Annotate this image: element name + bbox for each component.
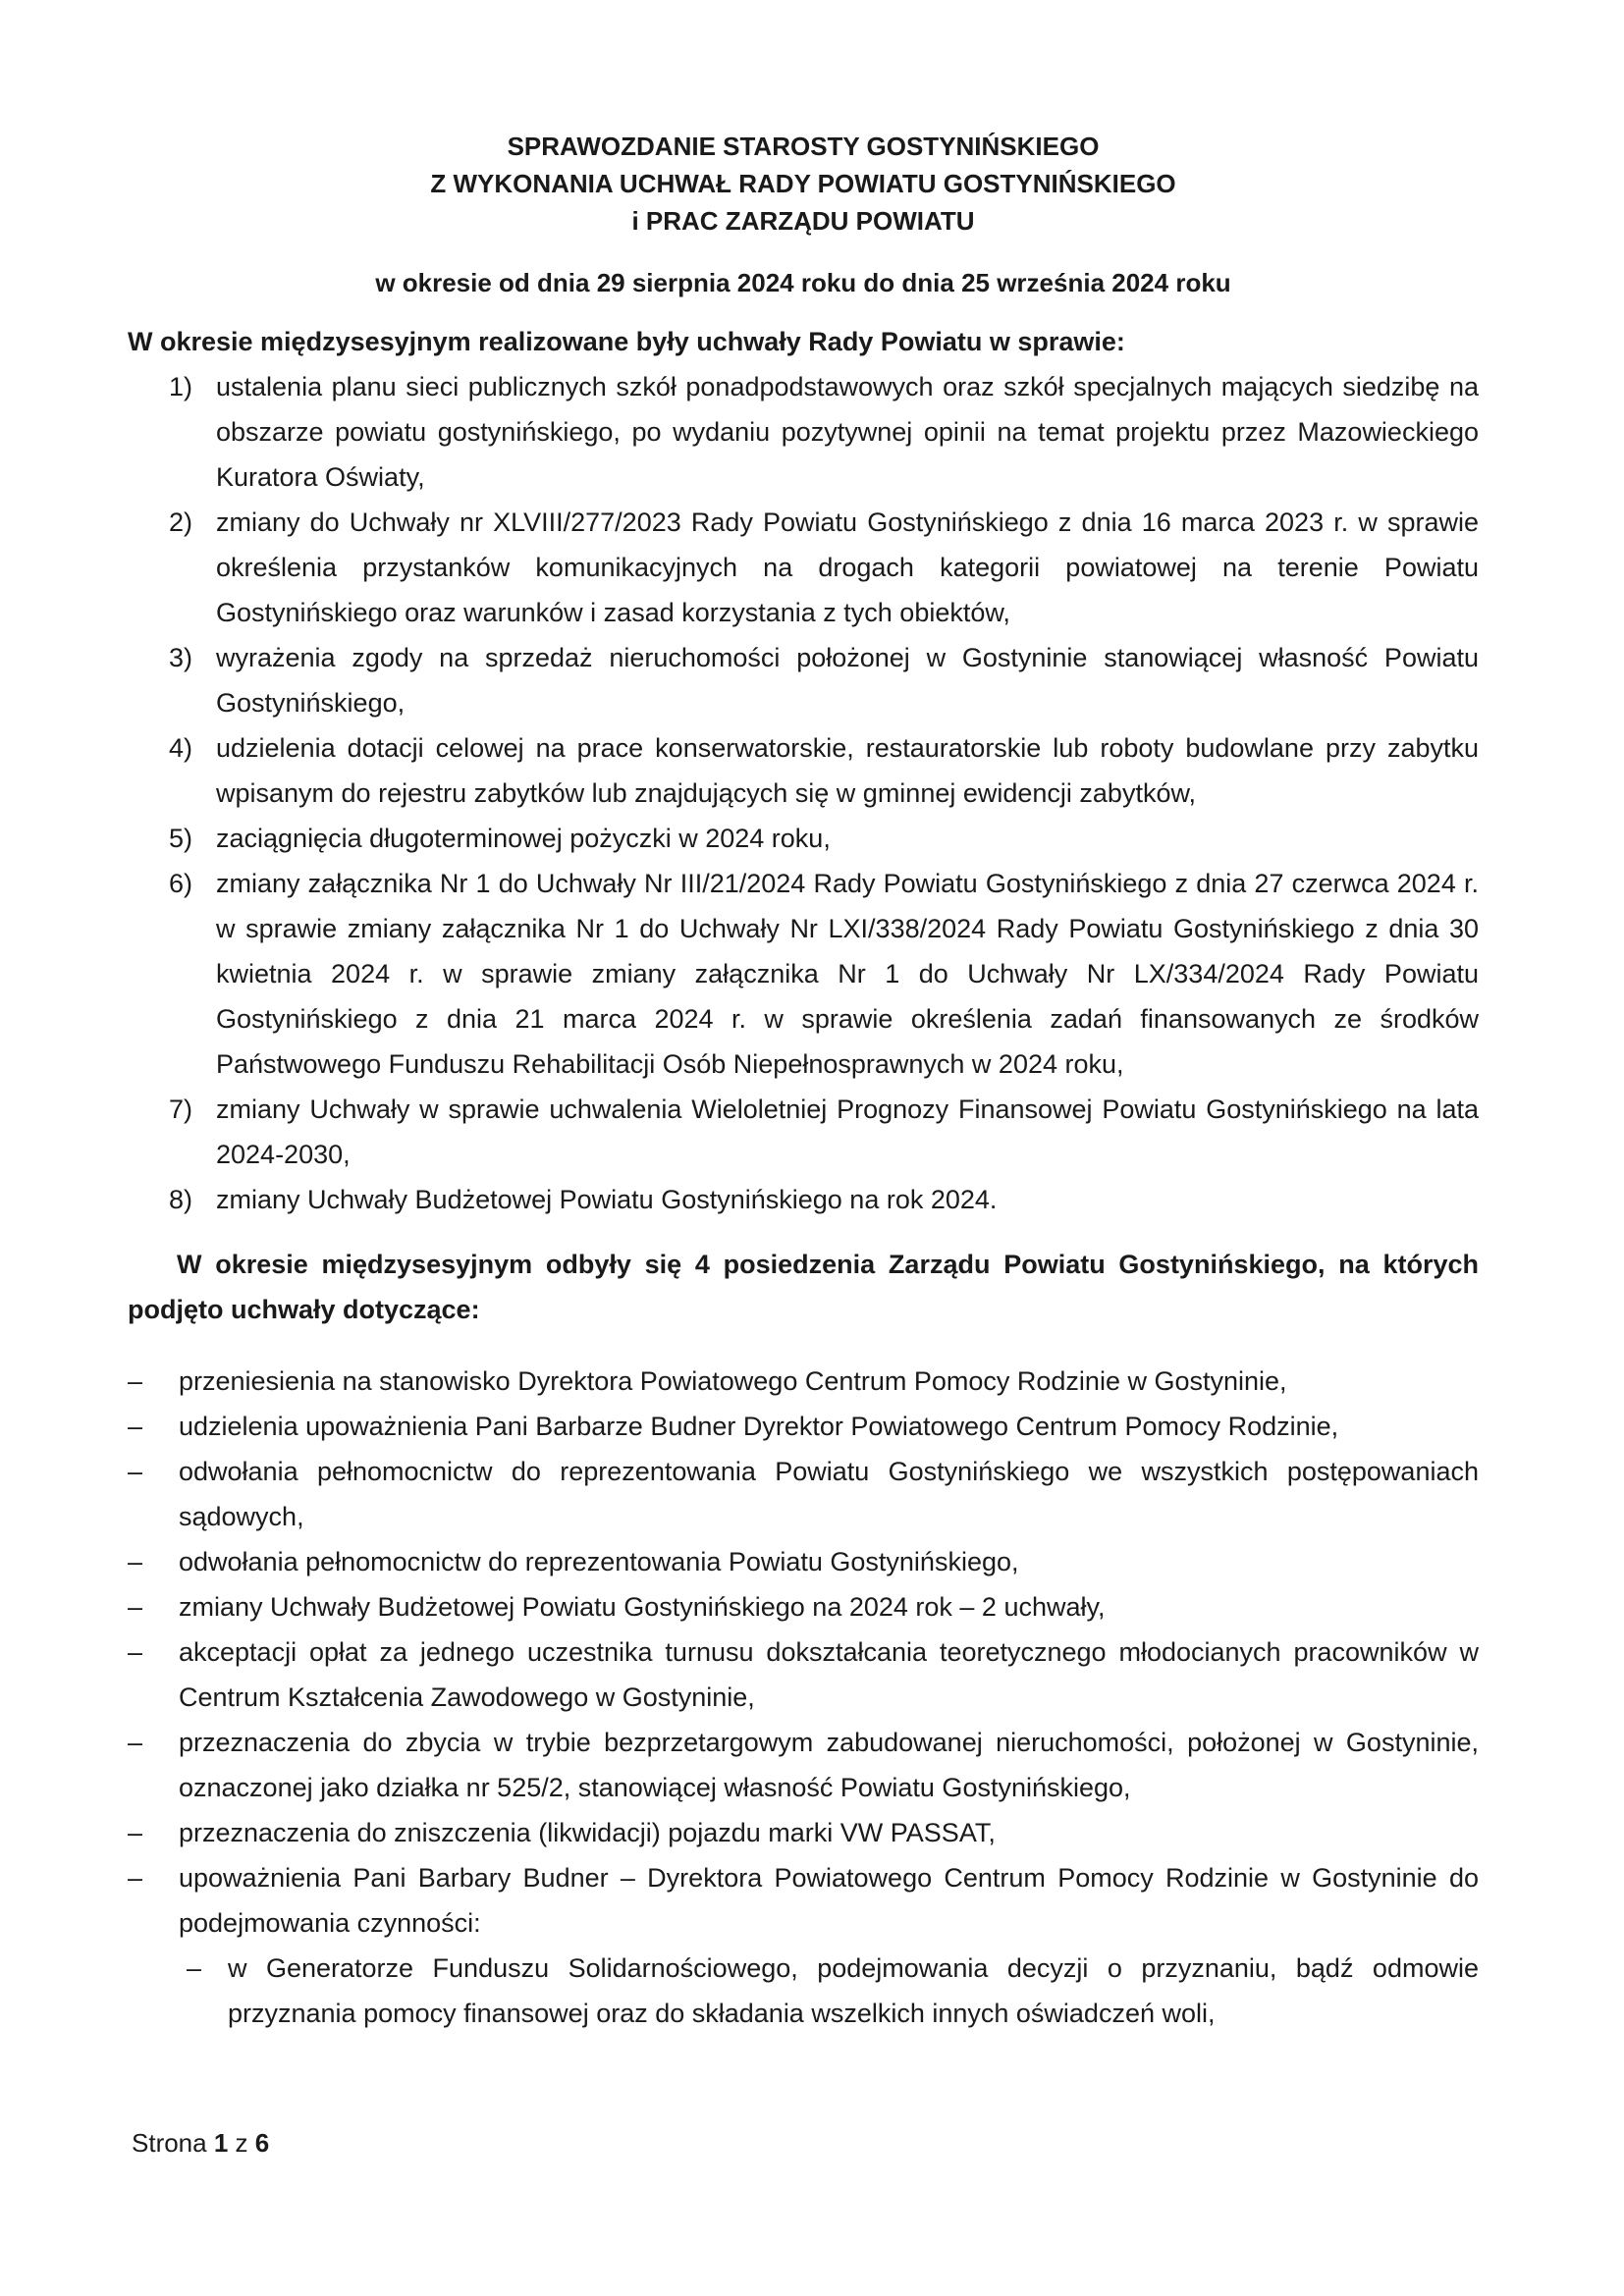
board-item (128, 1539, 1479, 1584)
item-text: ustalenia planu sieci publicznych szkół ponadpodstawowych oraz szkół specjalnych mających siedzibę na obszarze powiatu gostynińskiego, po wydaniu pozytywnej opinii na temat projektu przez Mazowieckiego Kuratora Oświaty, (216, 372, 1479, 492)
dash-bullet: – (128, 1637, 143, 1667)
dash-bullet: – (128, 1818, 143, 1847)
dash-bullet: – (128, 1728, 143, 1757)
board-item (128, 1584, 1479, 1629)
footer-page-number: 1 (213, 2128, 229, 2158)
board-item-text: udzielenia upoważnienia Pani Barbarze Budner Dyrektor Powiatowego Centrum Pomocy Rodzinie, (179, 1412, 1339, 1441)
board-sessions-heading: W okresie międzysesyjnym odbyły się 4 posiedzenia Zarządu Powiatu Gostynińskiego, na których podjęto uchwały dotyczące: (128, 1250, 1479, 1324)
resolutions-heading: W okresie międzysesyjnym realizowane były uchwały Rady Powiatu w sprawie: (128, 327, 1125, 356)
dash-bullet: – (187, 1953, 202, 1983)
item-number: 3) (169, 643, 193, 672)
resolution-item (128, 816, 1479, 861)
item-number: 2) (169, 507, 193, 537)
item-number: 4) (169, 733, 193, 763)
footer-total-pages: 6 (254, 2128, 270, 2158)
title-line-1: SPRAWOZDANIE STAROSTY GOSTYNIŃSKIEGO (507, 132, 1100, 161)
dash-bullet: – (128, 1366, 143, 1396)
board-item (128, 1359, 1479, 1404)
dash-bullet: – (128, 1863, 143, 1893)
item-text: zaciągnięcia długoterminowej pożyczki w 2024 roku, (216, 824, 831, 853)
board-item-text: odwołania pełnomocnictw do reprezentowania Powiatu Gostynińskiego we wszystkich postępowaniach sądowych, (179, 1457, 1479, 1531)
item-number: 6) (169, 869, 193, 898)
resolution-item (128, 1087, 1479, 1177)
resolution-item (128, 635, 1479, 725)
title-line-2: Z WYKONANIA UCHWAŁ RADY POWIATU GOSTYNIŃSKIEGO (430, 169, 1176, 198)
board-item (128, 1855, 1479, 1946)
item-text: wyrażenia zgody na sprzedaż nieruchomości położonej w Gostyninie stanowiącej własność Powiatu Gostynińskiego, (216, 643, 1479, 718)
dash-bullet: – (128, 1547, 143, 1576)
board-item-text: upoważnienia Pani Barbary Budner – Dyrektora Powiatowego Centrum Pomocy Rodzinie w Gostyninie do podejmowania czynności: (179, 1863, 1479, 1938)
resolution-item (128, 364, 1479, 500)
board-item (128, 1629, 1479, 1720)
dash-bullet: – (128, 1592, 143, 1622)
dash-bullet: – (128, 1457, 143, 1486)
resolution-item (128, 1177, 1479, 1222)
footer-label: Strona (132, 2128, 207, 2158)
item-number: 7) (169, 1095, 193, 1124)
board-sub-item-text: w Generatorze Funduszu Solidarnościowego, podejmowania decyzji o przyznaniu, bądź odmowie przyznania pomocy finansowej oraz do składania wszelkich innych oświadczeń woli, (228, 1953, 1479, 2028)
board-item-text: odwołania pełnomocnictw do reprezentowania Powiatu Gostynińskiego, (179, 1547, 1019, 1576)
item-number: 8) (169, 1185, 193, 1214)
page-footer (132, 2128, 269, 2159)
item-number: 5) (169, 824, 193, 853)
board-item (128, 1404, 1479, 1449)
board-sub-item (128, 1946, 1479, 2036)
item-text: zmiany Uchwały w sprawie uchwalenia Wieloletniej Prognozy Finansowej Powiatu Gostynińskiego na lata 2024-2030, (216, 1095, 1479, 1169)
board-item (128, 1720, 1479, 1810)
item-text: udzielenia dotacji celowej na prace konserwatorskie, restauratorskie lub roboty budowlane przy zabytku wpisanym do rejestru zabytków lub znajdujących się w gminnej ewidencji zabytków, (216, 733, 1479, 808)
board-item-text: akceptacji opłat za jednego uczestnika turnusu dokształcania teoretycznego młodocianych pracowników w Centrum Kształcenia Zawodowego w Gostyninie, (179, 1637, 1479, 1712)
dash-bullet: – (128, 1412, 143, 1441)
item-number: 1) (169, 372, 193, 401)
resolution-item (128, 725, 1479, 816)
board-item (128, 1810, 1479, 1855)
footer-of: z (235, 2128, 248, 2158)
title-line-3: i PRAC ZARZĄDU POWIATU (631, 206, 975, 236)
item-text: zmiany załącznika Nr 1 do Uchwały Nr III/21/2024 Rady Powiatu Gostynińskiego z dnia 27 czerwca 2024 r. w sprawie zmiany załącznika Nr 1 do Uchwały Nr LXI/338/2024 Rady Powiatu Gostynińskiego z dnia 30 kwietnia 2024 r. w sprawie zmiany załącznika Nr 1 do Uchwały Nr LX/334/2024 Rady Powiatu Gostynińskiego z dnia 21 marca 2024 r. w sprawie określenia zadań finansowanych ze środków Państwowego Funduszu Rehabilitacji Osób Niepełnosprawnych w 2024 roku, (216, 869, 1479, 1079)
board-item-text: przeznaczenia do zbycia w trybie bezprzetargowym zabudowanej nieruchomości, położonej w Gostyninie, oznaczonej jako działka nr 525/2, stanowiącej własność Powiatu Gostynińskiego, (179, 1728, 1479, 1802)
board-item-text: przeniesienia na stanowisko Dyrektora Powiatowego Centrum Pomocy Rodzinie w Gostyninie, (179, 1366, 1287, 1396)
resolution-item (128, 500, 1479, 635)
reporting-period: w okresie od dnia 29 sierpnia 2024 roku do dnia 25 września 2024 roku (375, 268, 1231, 297)
resolution-item (128, 861, 1479, 1087)
document-title (128, 128, 1479, 300)
board-item-text: zmiany Uchwały Budżetowej Powiatu Gostynińskiego na 2024 rok – 2 uchwały, (179, 1592, 1106, 1622)
item-text: zmiany do Uchwały nr XLVIII/277/2023 Rady Powiatu Gostynińskiego z dnia 16 marca 2023 r. w sprawie określenia przystanków komunikacyjnych na drogach kategorii powiatowej na terenie Powiatu Gostynińskiego oraz warunków i zasad korzystania z tych obiektów, (216, 507, 1479, 627)
board-item-text: przeznaczenia do zniszczenia (likwidacji) pojazdu marki VW PASSAT, (179, 1818, 996, 1847)
board-item (128, 1449, 1479, 1539)
document-body (128, 319, 1479, 2036)
item-text: zmiany Uchwały Budżetowej Powiatu Gostynińskiego na rok 2024. (216, 1185, 998, 1214)
